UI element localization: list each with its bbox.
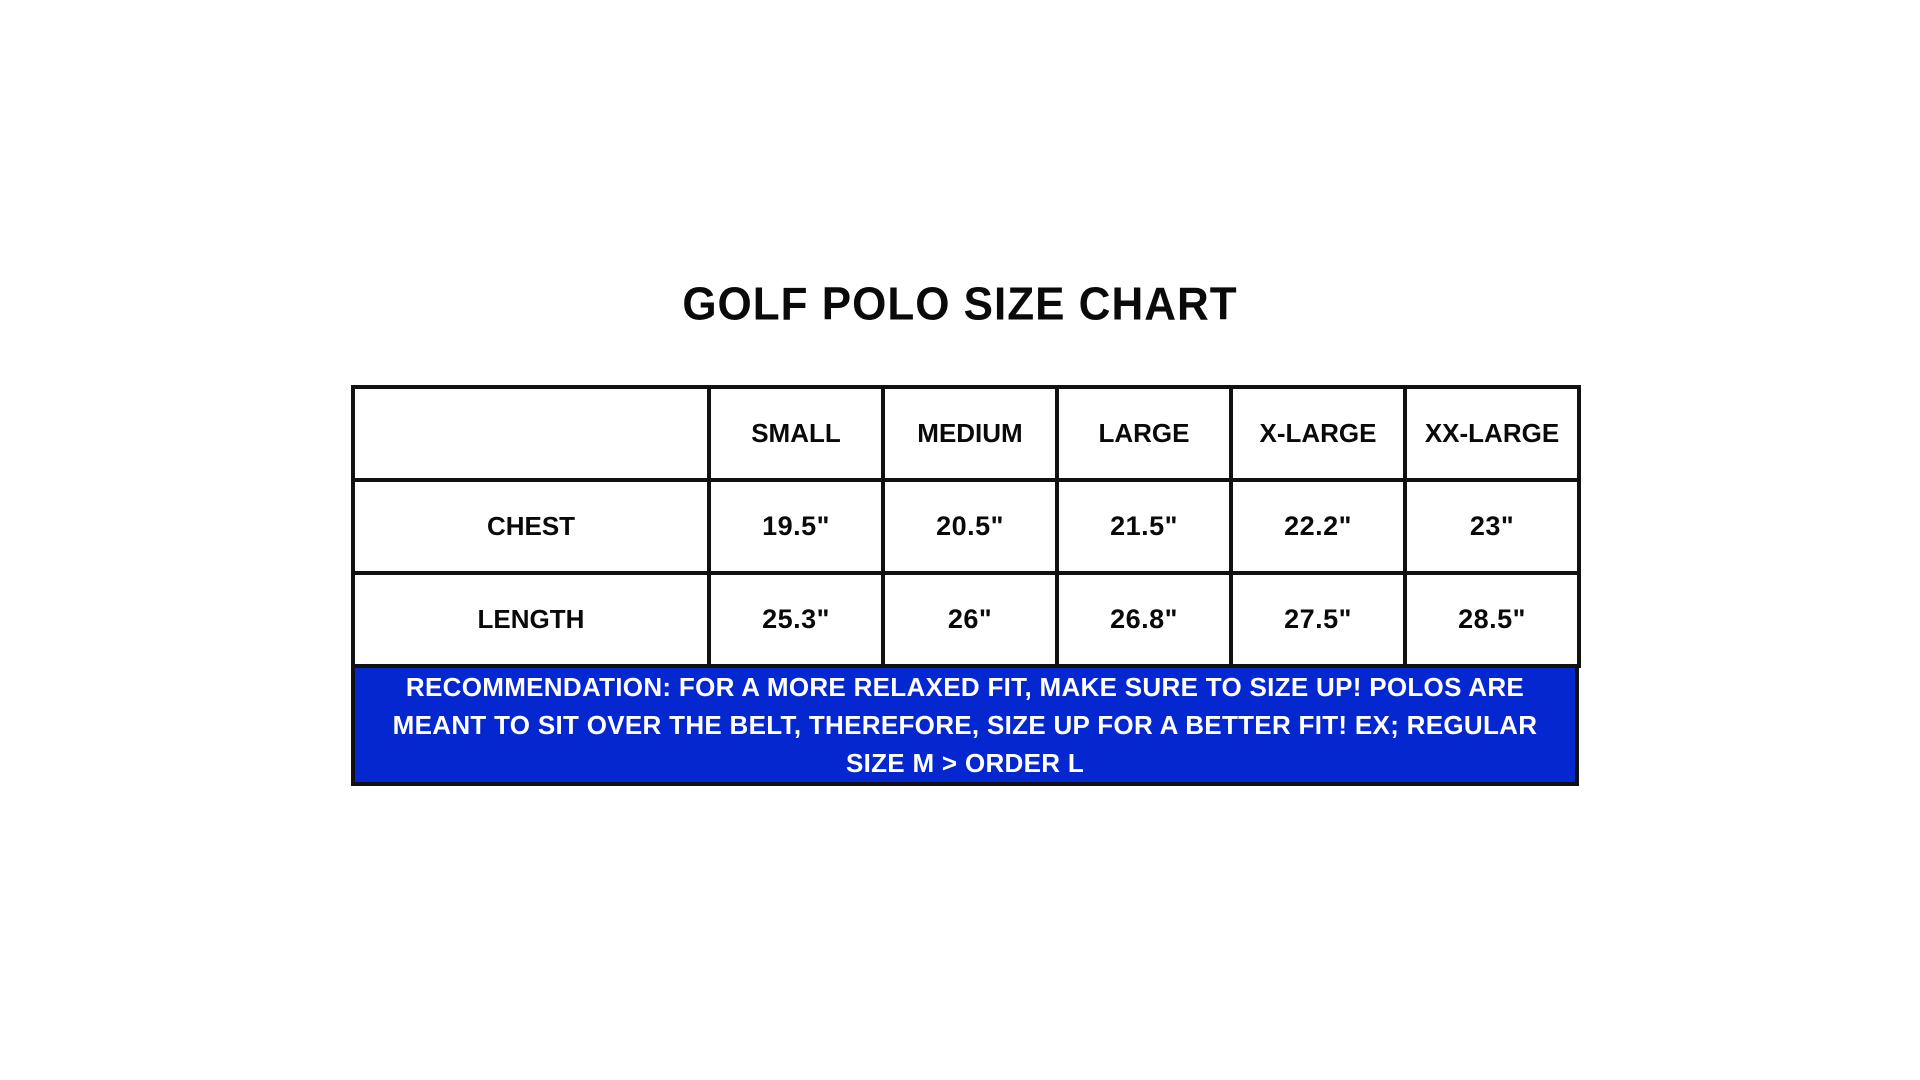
length-small-value: 25.3" [709, 573, 883, 666]
recommendation-banner: RECOMMENDATION: FOR A MORE RELAXED FIT, MAKE SURE TO SIZE UP! POLOS ARE MEANT TO SIT OVER THE BELT, THEREFORE, SIZE UP FOR A BETTER FIT! EX; REGULAR SIZE M > ORDER L [351, 664, 1579, 786]
table-row-chest [353, 480, 1579, 573]
column-header-medium: MEDIUM [883, 387, 1057, 480]
length-xx-large-value: 28.5" [1405, 573, 1579, 666]
column-header-x-large: X-LARGE [1231, 387, 1405, 480]
chest-large-value: 21.5" [1057, 480, 1231, 573]
size-table [351, 385, 1581, 668]
chest-small-value: 19.5" [709, 480, 883, 573]
chest-medium-value: 20.5" [883, 480, 1057, 573]
row-label-chest: CHEST [353, 480, 709, 573]
corner-cell [353, 387, 709, 480]
page-title: GOLF POLO SIZE CHART [682, 278, 1238, 331]
column-header-small: SMALL [709, 387, 883, 480]
column-header-large: LARGE [1057, 387, 1231, 480]
length-large-value: 26.8" [1057, 573, 1231, 666]
length-medium-value: 26" [883, 573, 1057, 666]
size-chart [351, 385, 1579, 786]
column-header-xx-large: XX-LARGE [1405, 387, 1579, 480]
chest-x-large-value: 22.2" [1231, 480, 1405, 573]
row-label-length: LENGTH [353, 573, 709, 666]
chest-xx-large-value: 23" [1405, 480, 1579, 573]
length-x-large-value: 27.5" [1231, 573, 1405, 666]
header-row [353, 387, 1579, 480]
table-row-length [353, 573, 1579, 666]
